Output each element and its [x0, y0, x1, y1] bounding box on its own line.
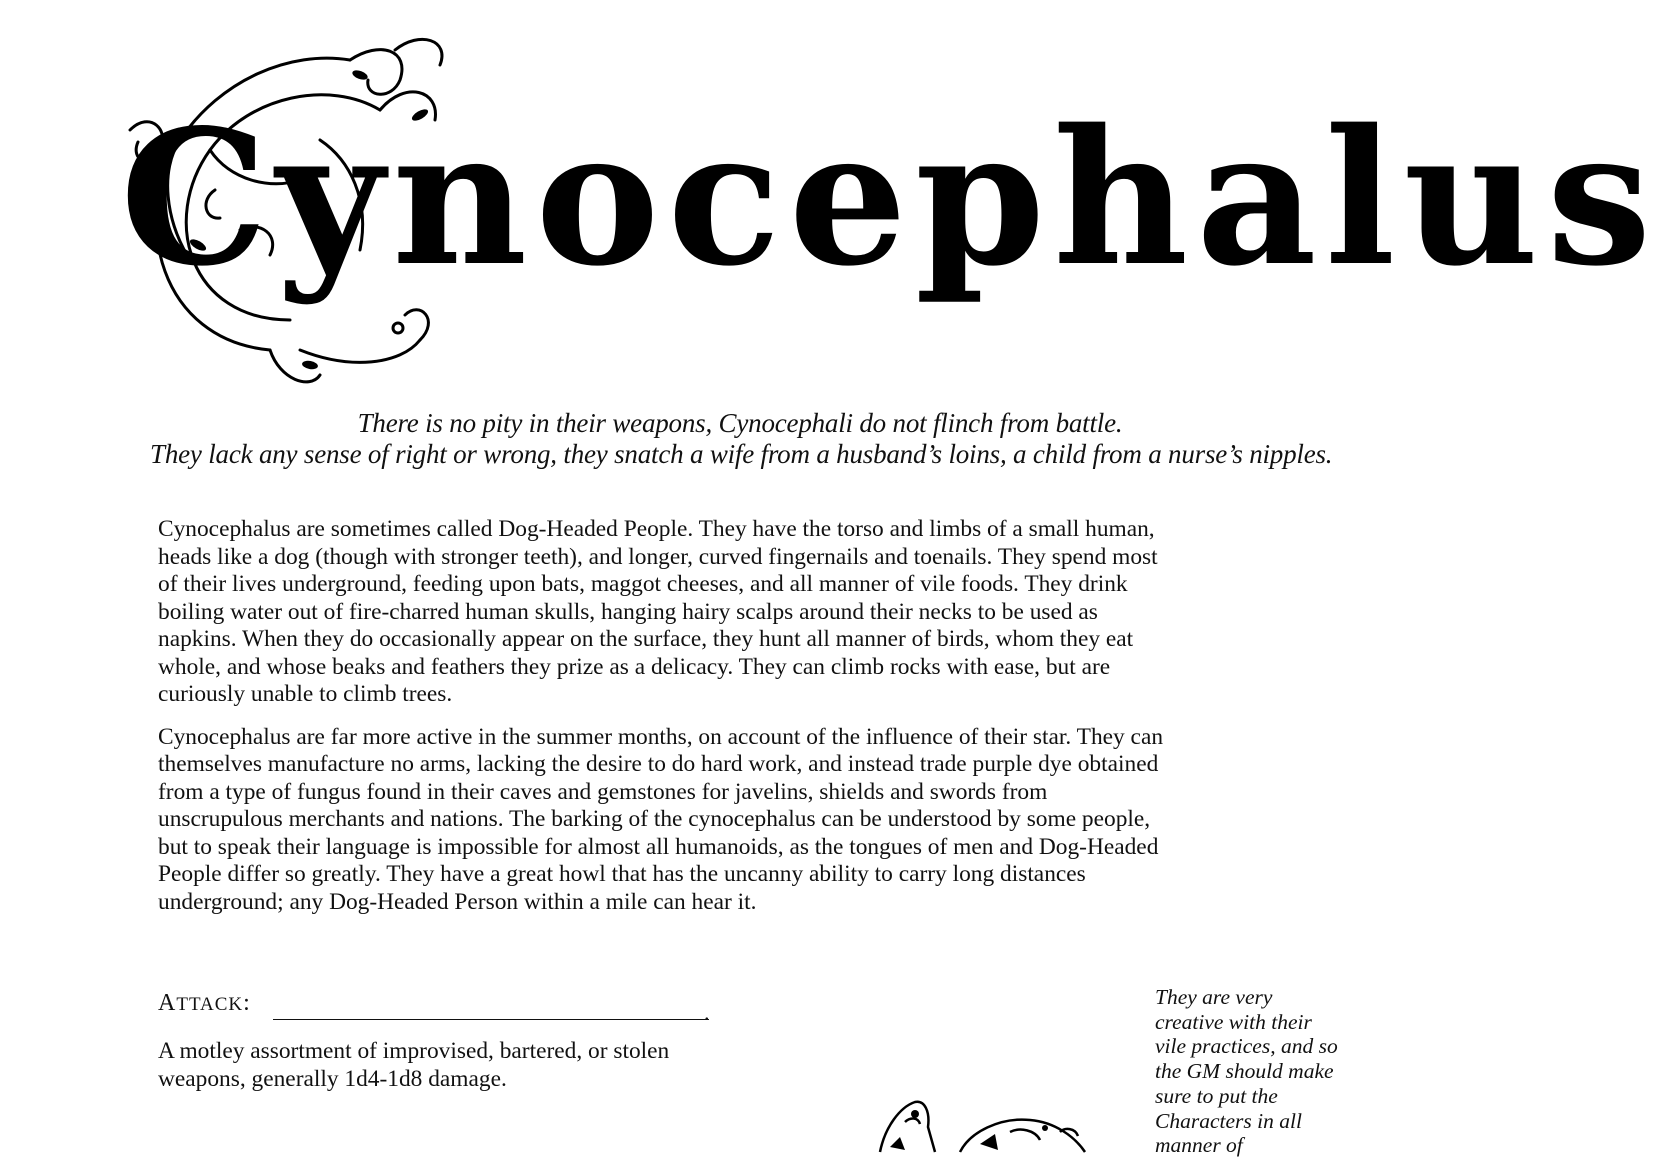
attack-description: A motley assortment of improvised, bartered, or stolen weapons, generally 1d4-1d8 damage. [158, 1038, 670, 1092]
attack-fill-line [273, 1019, 709, 1020]
description-body [158, 516, 1168, 931]
creature-illustration-icon [860, 1092, 1120, 1152]
paragraph-2: Cynocephalus are far more active in the summer months, on account of the influence of their star. They can themselves manufacture no arms, lacking the desire to do hard work, and instead trade purple dye obtained from a type of fungus found in their caves and gemstones for javelins, shields and swords from unscrupulous merchants and nations. The barking of the cynocephalus can be understood by some people, but to speak their language is impossible for almost all humanoids, as the tongues of men and Dog-Headed People differ so greatly. They have a great howl that has the uncanny ability to carry long distances underground; any Dog-Headed Person within a mile can hear it. [158, 723, 1164, 915]
attack-label-initial: A [158, 990, 177, 1016]
attack-heading [158, 990, 251, 1017]
epigraph-line-2: They lack any sense of right or wrong, they snatch a wife from a husband’s loins, a child from a nurse’s nipples. [150, 439, 1333, 469]
paragraph-1: Cynocephalus are sometimes called Dog-Headed People. They have the torso and limbs of a small human, heads like a dog (though with stronger teeth), and longer, curved fingernails and toenails. They spend most of their lives underground, feeding upon bats, maggot cheeses, and all manner of vile foods. They drink boiling water out of fire-charred human skulls, hanging hairy scalps around their necks to be used as napkins. When they do occasionally appear on the surface, they hunt all manner of birds, whom they eat whole, and whose beaks and feathers they prize as a delicacy. They can climb rocks with ease, but are curiously unable to climb trees. [158, 516, 1158, 707]
attack-label-colon: : [243, 990, 251, 1016]
epigraph [150, 408, 1333, 470]
epigraph-line-1: There is no pity in their weapons, Cynocephali do not flinch from battle. [357, 408, 1123, 438]
attack-label-rest: TTACK [176, 994, 244, 1015]
attack-line-period: . [704, 1000, 710, 1025]
page-title: Cynocephalus [120, 88, 1659, 307]
title-block [120, 20, 1659, 400]
sidebar-note: They are very creative with their vile practices, and so the GM should make sure to put the Characters in all manner of [1155, 985, 1338, 1158]
